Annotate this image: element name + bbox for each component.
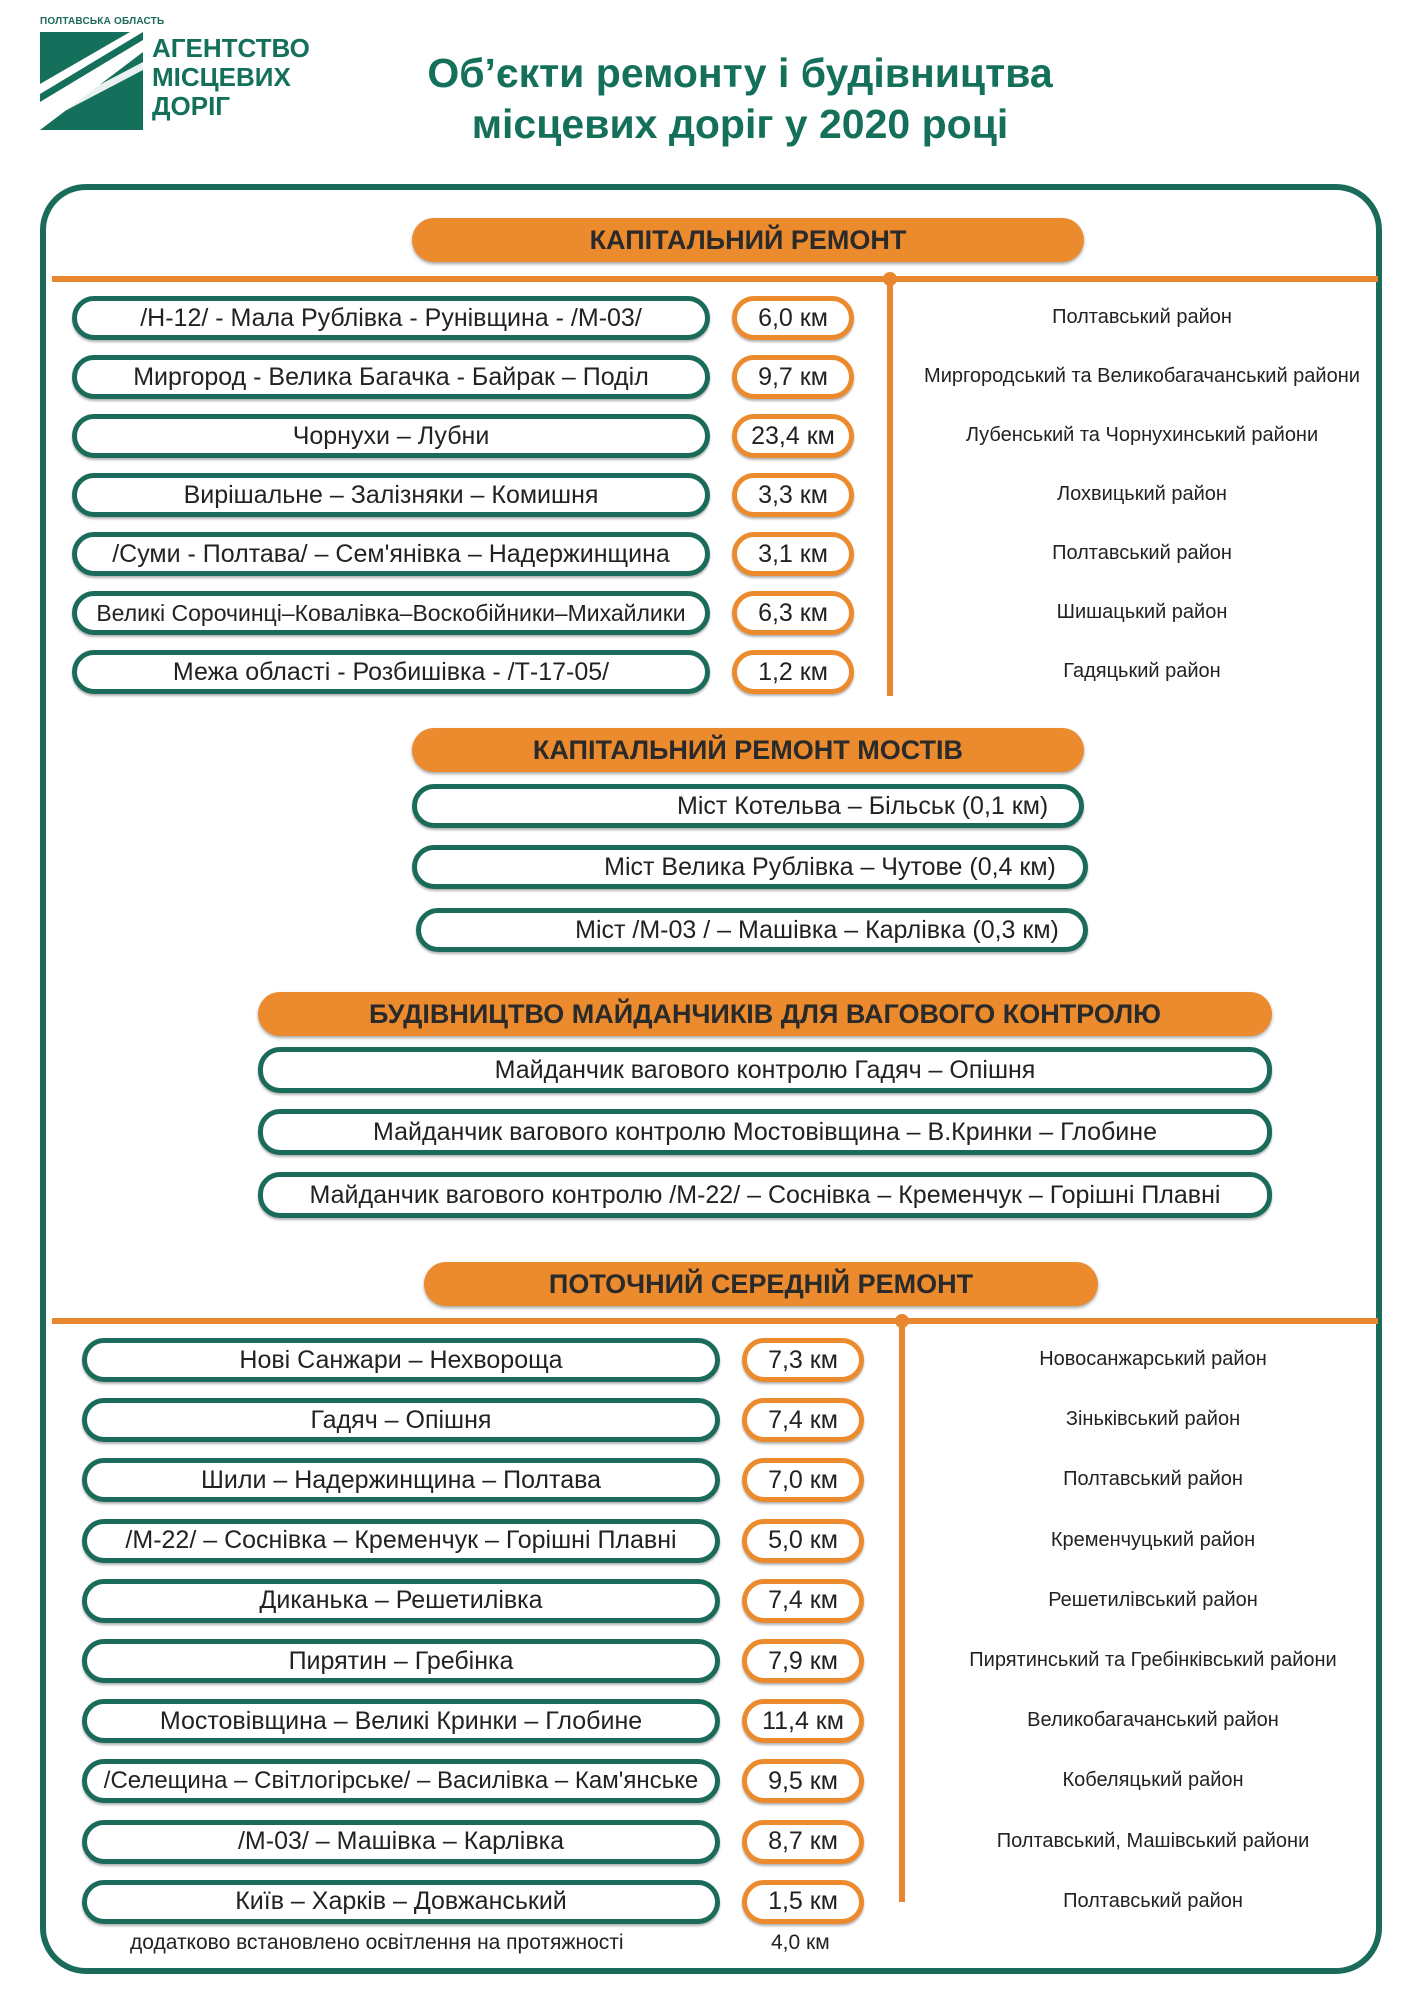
agency-name-line: АГЕНТСТВО [152, 33, 310, 63]
road-segment [82, 1639, 720, 1683]
length-badge: 6,3 км [732, 591, 854, 635]
current-repair-banner: ПОТОЧНИЙ СЕРЕДНІЙ РЕМОНТ [424, 1262, 1098, 1306]
divider-vertical [899, 1318, 905, 1902]
road-segment-label: Мостовівщина – Великі Кринки – Глобине [159, 1706, 643, 1735]
length-badge: 7,4 км [742, 1579, 864, 1623]
road-segment [72, 650, 710, 694]
road-segment-label: Гадяч – Опішня [310, 1405, 492, 1434]
length-badge: 9,5 км [742, 1759, 864, 1803]
district-label: Зіньківський район [1065, 1408, 1241, 1431]
length-badge: 7,0 км [742, 1458, 864, 1502]
district-label: Шишацький район [1056, 601, 1228, 623]
divider-line [52, 1318, 1378, 1324]
length-badge: 7,3 км [742, 1338, 864, 1382]
bridge-item-label: Міст Котельва – Більськ (0,1 км) [677, 791, 1049, 820]
weight-control-banner: БУДІВНИЦТВО МАЙДАНЧИКІВ ДЛЯ ВАГОВОГО КОНТРОЛЮ [258, 992, 1272, 1036]
road-segment-label: /М-22/ – Соснівка – Кременчук – Горішні Плавні [125, 1526, 677, 1555]
district-label: Великобагачанський район [1027, 1709, 1279, 1732]
weight-control-item [258, 1109, 1272, 1155]
page-title-line: Об’єкти ремонту і будівництва [427, 50, 1053, 96]
length-badge: 1,2 км [732, 650, 854, 694]
road-segment-label: Миргород - Велика Багачка - Байрак – Поділ [133, 362, 649, 391]
district-label: Гадяцький район [1063, 660, 1221, 682]
road-segment-label: Пирятин – Гребінка [288, 1646, 514, 1675]
bridge-item-label: Міст /М-03 / – Машівка – Карлівка (0,3 км) [575, 915, 1059, 944]
bridges-banner: КАПІТАЛЬНИЙ РЕМОНТ МОСТІВ [412, 728, 1084, 772]
weight-control-item-label: Майданчик вагового контролю Гадяч – Опішня [494, 1055, 1036, 1084]
district-label: Миргородський та Великобагачанський райони [924, 365, 1360, 387]
agency-name-line: ДОРІГ [152, 91, 231, 121]
bridge-item [412, 784, 1084, 828]
road-segment [82, 1579, 720, 1623]
lighting-note-km: 4,0 км [771, 1931, 830, 1954]
road-segment [82, 1699, 720, 1743]
length-badge: 8,7 км [742, 1820, 864, 1864]
agency-logo-icon [40, 32, 143, 130]
road-segment-label: Нові Санжари – Нехвороща [239, 1345, 563, 1374]
district-label: Полтавський район [1052, 542, 1232, 564]
road-segment-label: Київ – Харків – Довжанський [235, 1887, 567, 1916]
district-label: Полтавський район [1063, 1468, 1243, 1491]
length-badge: 6,0 км [732, 296, 854, 340]
bridge-item-label: Міст Велика Рублівка – Чутове (0,4 км) [604, 852, 1056, 881]
weight-control-item-label: Майданчик вагового контролю Мостовівщина – В.Кринки – Глобине [373, 1117, 1157, 1146]
agency-name [152, 34, 310, 121]
road-segment [72, 355, 710, 399]
road-segment-label: Межа області - Розбишівка - /Т-17-05/ [172, 657, 610, 686]
district-label: Кобеляцький район [1062, 1769, 1244, 1792]
length-badge: 1,5 км [742, 1880, 864, 1924]
agency-name-line: МІСЦЕВИХ [152, 62, 291, 92]
road-segment [82, 1820, 720, 1864]
length-badge: 5,0 км [742, 1519, 864, 1563]
road-segment-label: /Селещина – Світлогірське/ – Василівка – Кам'янське [103, 1767, 699, 1795]
weight-control-item [258, 1172, 1272, 1218]
page-title-line: місцевих доріг у 2020 році [471, 101, 1009, 147]
road-segment [72, 473, 710, 517]
road-segment [82, 1880, 720, 1924]
bridge-item [416, 908, 1088, 952]
divider-vertical [887, 276, 893, 696]
logo-region-label: ПОЛТАВСЬКА ОБЛАСТЬ [40, 16, 165, 27]
road-segment [82, 1338, 720, 1382]
road-segment-label: /Суми - Полтава/ – Сем'янівка – Надержинщина [112, 539, 670, 568]
road-segment-label: /Н-12/ - Мала Рублівка - Рунівщина - /М-03/ [140, 303, 642, 332]
length-badge: 9,7 км [732, 355, 854, 399]
length-badge: 7,4 км [742, 1398, 864, 1442]
district-label: Кременчуцький район [1050, 1528, 1256, 1551]
road-segment [82, 1519, 720, 1563]
road-segment [72, 591, 710, 635]
district-label: Полтавський район [1052, 306, 1232, 328]
road-segment-label: Диканька – Решетилівка [259, 1586, 543, 1615]
district-label: Пирятинський та Гребінківський райони [969, 1649, 1337, 1671]
page-title [340, 48, 1140, 150]
length-badge: 23,4 км [732, 414, 854, 458]
road-segment [82, 1398, 720, 1442]
road-segment-label: Великі Сорочинці–Ковалівка–Воскобійники–Михайлики [96, 599, 686, 626]
weight-control-item [258, 1047, 1272, 1093]
lighting-note: додатково встановлено освітлення на протяжності [130, 1931, 624, 1954]
road-segment [82, 1759, 720, 1803]
length-badge: 3,3 км [732, 473, 854, 517]
road-segment-label: Чорнухи – Лубни [292, 421, 490, 450]
road-segment [72, 532, 710, 576]
road-segment-label: Вирішальне – Залізняки – Комишня [183, 480, 599, 509]
district-label: Полтавський район [1063, 1889, 1243, 1912]
road-segment-label: Шили – Надержинщина – Полтава [201, 1465, 601, 1494]
length-badge: 7,9 км [742, 1639, 864, 1683]
road-segment [72, 296, 710, 340]
district-label: Полтавський, Машівський райони [996, 1829, 1310, 1852]
road-segment [82, 1458, 720, 1502]
district-label: Лохвицький район [1057, 483, 1227, 505]
district-label: Лубенський та Чорнухинський райони [965, 424, 1319, 446]
weight-control-item-label: Майданчик вагового контролю /М-22/ – Соснівка – Кременчук – Горішні Плавні [309, 1180, 1221, 1209]
bridge-item [412, 845, 1088, 889]
capital-repair-banner: КАПІТАЛЬНИЙ РЕМОНТ [412, 218, 1084, 262]
divider-line [52, 276, 1378, 282]
length-badge: 3,1 км [732, 532, 854, 576]
road-segment-label: /М-03/ – Машівка – Карлівка [237, 1827, 565, 1856]
district-label: Решетилівський район [1048, 1588, 1258, 1611]
length-badge: 11,4 км [742, 1699, 864, 1743]
district-label: Новосанжарський район [1039, 1348, 1267, 1370]
road-segment [72, 414, 710, 458]
